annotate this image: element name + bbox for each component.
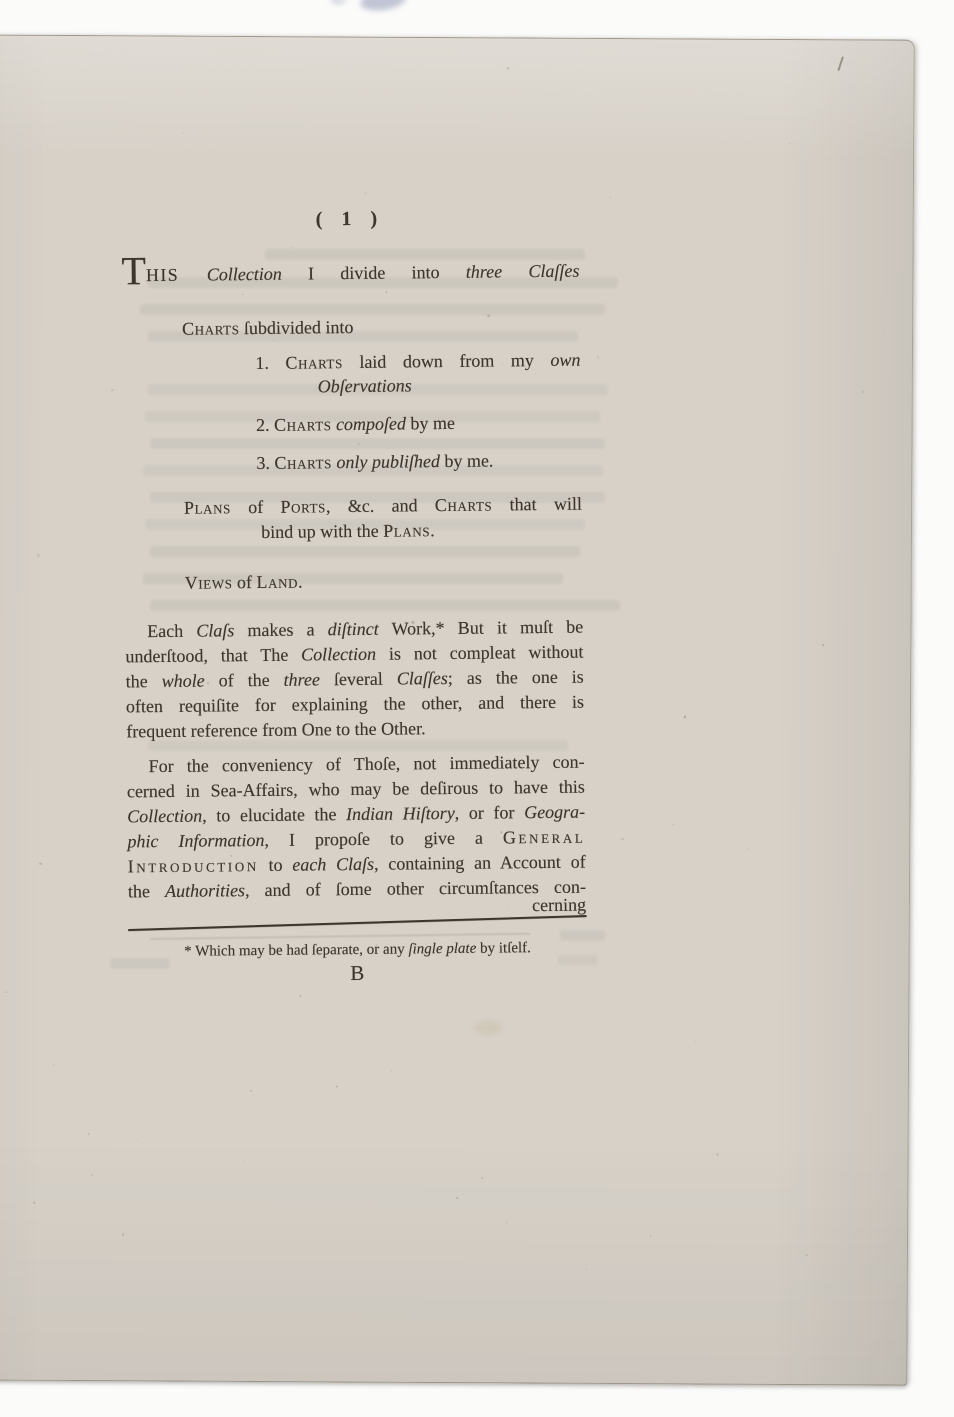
paper-speck: [684, 716, 687, 719]
paper-speck: [597, 356, 599, 358]
paragraph-1-line-1: Each Claſs makes a diſtinct Work,* But it muſt be: [147, 616, 584, 642]
paragraph-1-line-4: often requiſite for explaining the other, and there is: [125, 691, 585, 717]
paper-specks: [0, 35, 914, 40]
footnote: * Which may be had ſeparate, or any ſingle plate by itſelf.: [184, 940, 531, 960]
paper-speck: [6, 992, 7, 993]
heading-line: THIS Collection I divide into three Claſſes: [121, 248, 580, 294]
paper-speck: [111, 389, 114, 392]
paper-speck: [122, 1234, 124, 1236]
outline-item-3: 3. Charts only publiſhed by me.: [256, 450, 494, 474]
paper-speck: [244, 1161, 245, 1162]
paper-speck: [391, 1071, 392, 1072]
paper-stain: [474, 1020, 502, 1035]
paragraph-1-line-2: underſtood, that The Collection is not compleat without: [125, 641, 584, 667]
paper-speck: [586, 1269, 587, 1270]
paper-speck: [482, 1178, 484, 1180]
paper-speck: [37, 554, 40, 557]
page-number: ( 1 ): [315, 207, 385, 231]
pen-slash-mark: [837, 56, 844, 71]
signature-mark: B: [350, 960, 366, 986]
paper-speck: [457, 1197, 459, 1199]
paper-speck: [576, 1126, 577, 1127]
ink-smudge: [359, 0, 407, 13]
paragraph-1-line-5: frequent reference from One to the Other.: [126, 718, 426, 742]
paper-speck: [365, 192, 366, 193]
paper-speck: [610, 197, 611, 198]
paper-speck: [883, 329, 884, 330]
paper-speck: [695, 1041, 696, 1042]
ink-smudge-small: [330, 0, 346, 5]
outline-item-2: 2. Charts compoſed by me: [255, 412, 456, 436]
catchword: cerning: [532, 894, 587, 916]
outline-charts-subdivided: Charts ſubdivided into: [181, 316, 354, 339]
paper-speck: [88, 1133, 90, 1135]
paper-speck: [53, 1064, 55, 1066]
paper-speck: [507, 67, 509, 69]
outline-plans-line-2: bind up with the Plans.: [261, 520, 435, 542]
text-block: [121, 203, 587, 1018]
paper-speck: [805, 1254, 807, 1256]
paragraph-1-line-3: the whole of the three ſeveral Claſſes; as the one is: [125, 666, 584, 692]
paper-speck: [39, 862, 41, 864]
paragraph-2-line-3: Collection, to elucidate the Indian Hiſtory, or for Geogra-: [127, 801, 586, 827]
paragraph-2-line-2: cerned in Sea-Affairs, who may be deſirous to have this: [126, 776, 585, 802]
paper-speck: [183, 133, 184, 134]
paragraph-2-line-4: phic Information, I propoſe to give a General: [127, 826, 586, 852]
paper-speck: [650, 1236, 651, 1237]
paper-speck: [862, 391, 864, 393]
paper-speck: [673, 823, 675, 825]
paper-speck: [872, 465, 873, 466]
paragraph-2-line-1: For the conveniency of Thoſe, not immediately con-: [148, 751, 585, 777]
paper-speck: [506, 1222, 508, 1224]
paper-speck: [250, 1090, 252, 1092]
paragraph-2-line-5: Introduction to each Claſs, containing an Account of: [127, 851, 586, 877]
outline-item-1-line-1: 1. Charts laid down from my own: [255, 349, 581, 374]
paper-speck: [137, 1139, 139, 1141]
paper-speck: [336, 1086, 338, 1088]
outline-views: Views of Land.: [184, 571, 303, 593]
outline-item-1-line-2: Obſervations: [317, 375, 412, 397]
paper-speck: [635, 1031, 636, 1032]
paper-speck: [33, 1202, 35, 1204]
paper-speck: [747, 848, 748, 849]
outline-plans-line-1: Plans of Ports, &c. and Charts that will: [183, 493, 583, 518]
paragraph-2-line-6: the Authorities, and of ſome other circumſtances con-: [127, 876, 586, 902]
paper-speck: [621, 838, 624, 841]
paper-speck: [822, 645, 824, 647]
paper-speck: [92, 1174, 94, 1176]
paper-speck: [789, 143, 790, 144]
paper-speck: [716, 1153, 718, 1155]
